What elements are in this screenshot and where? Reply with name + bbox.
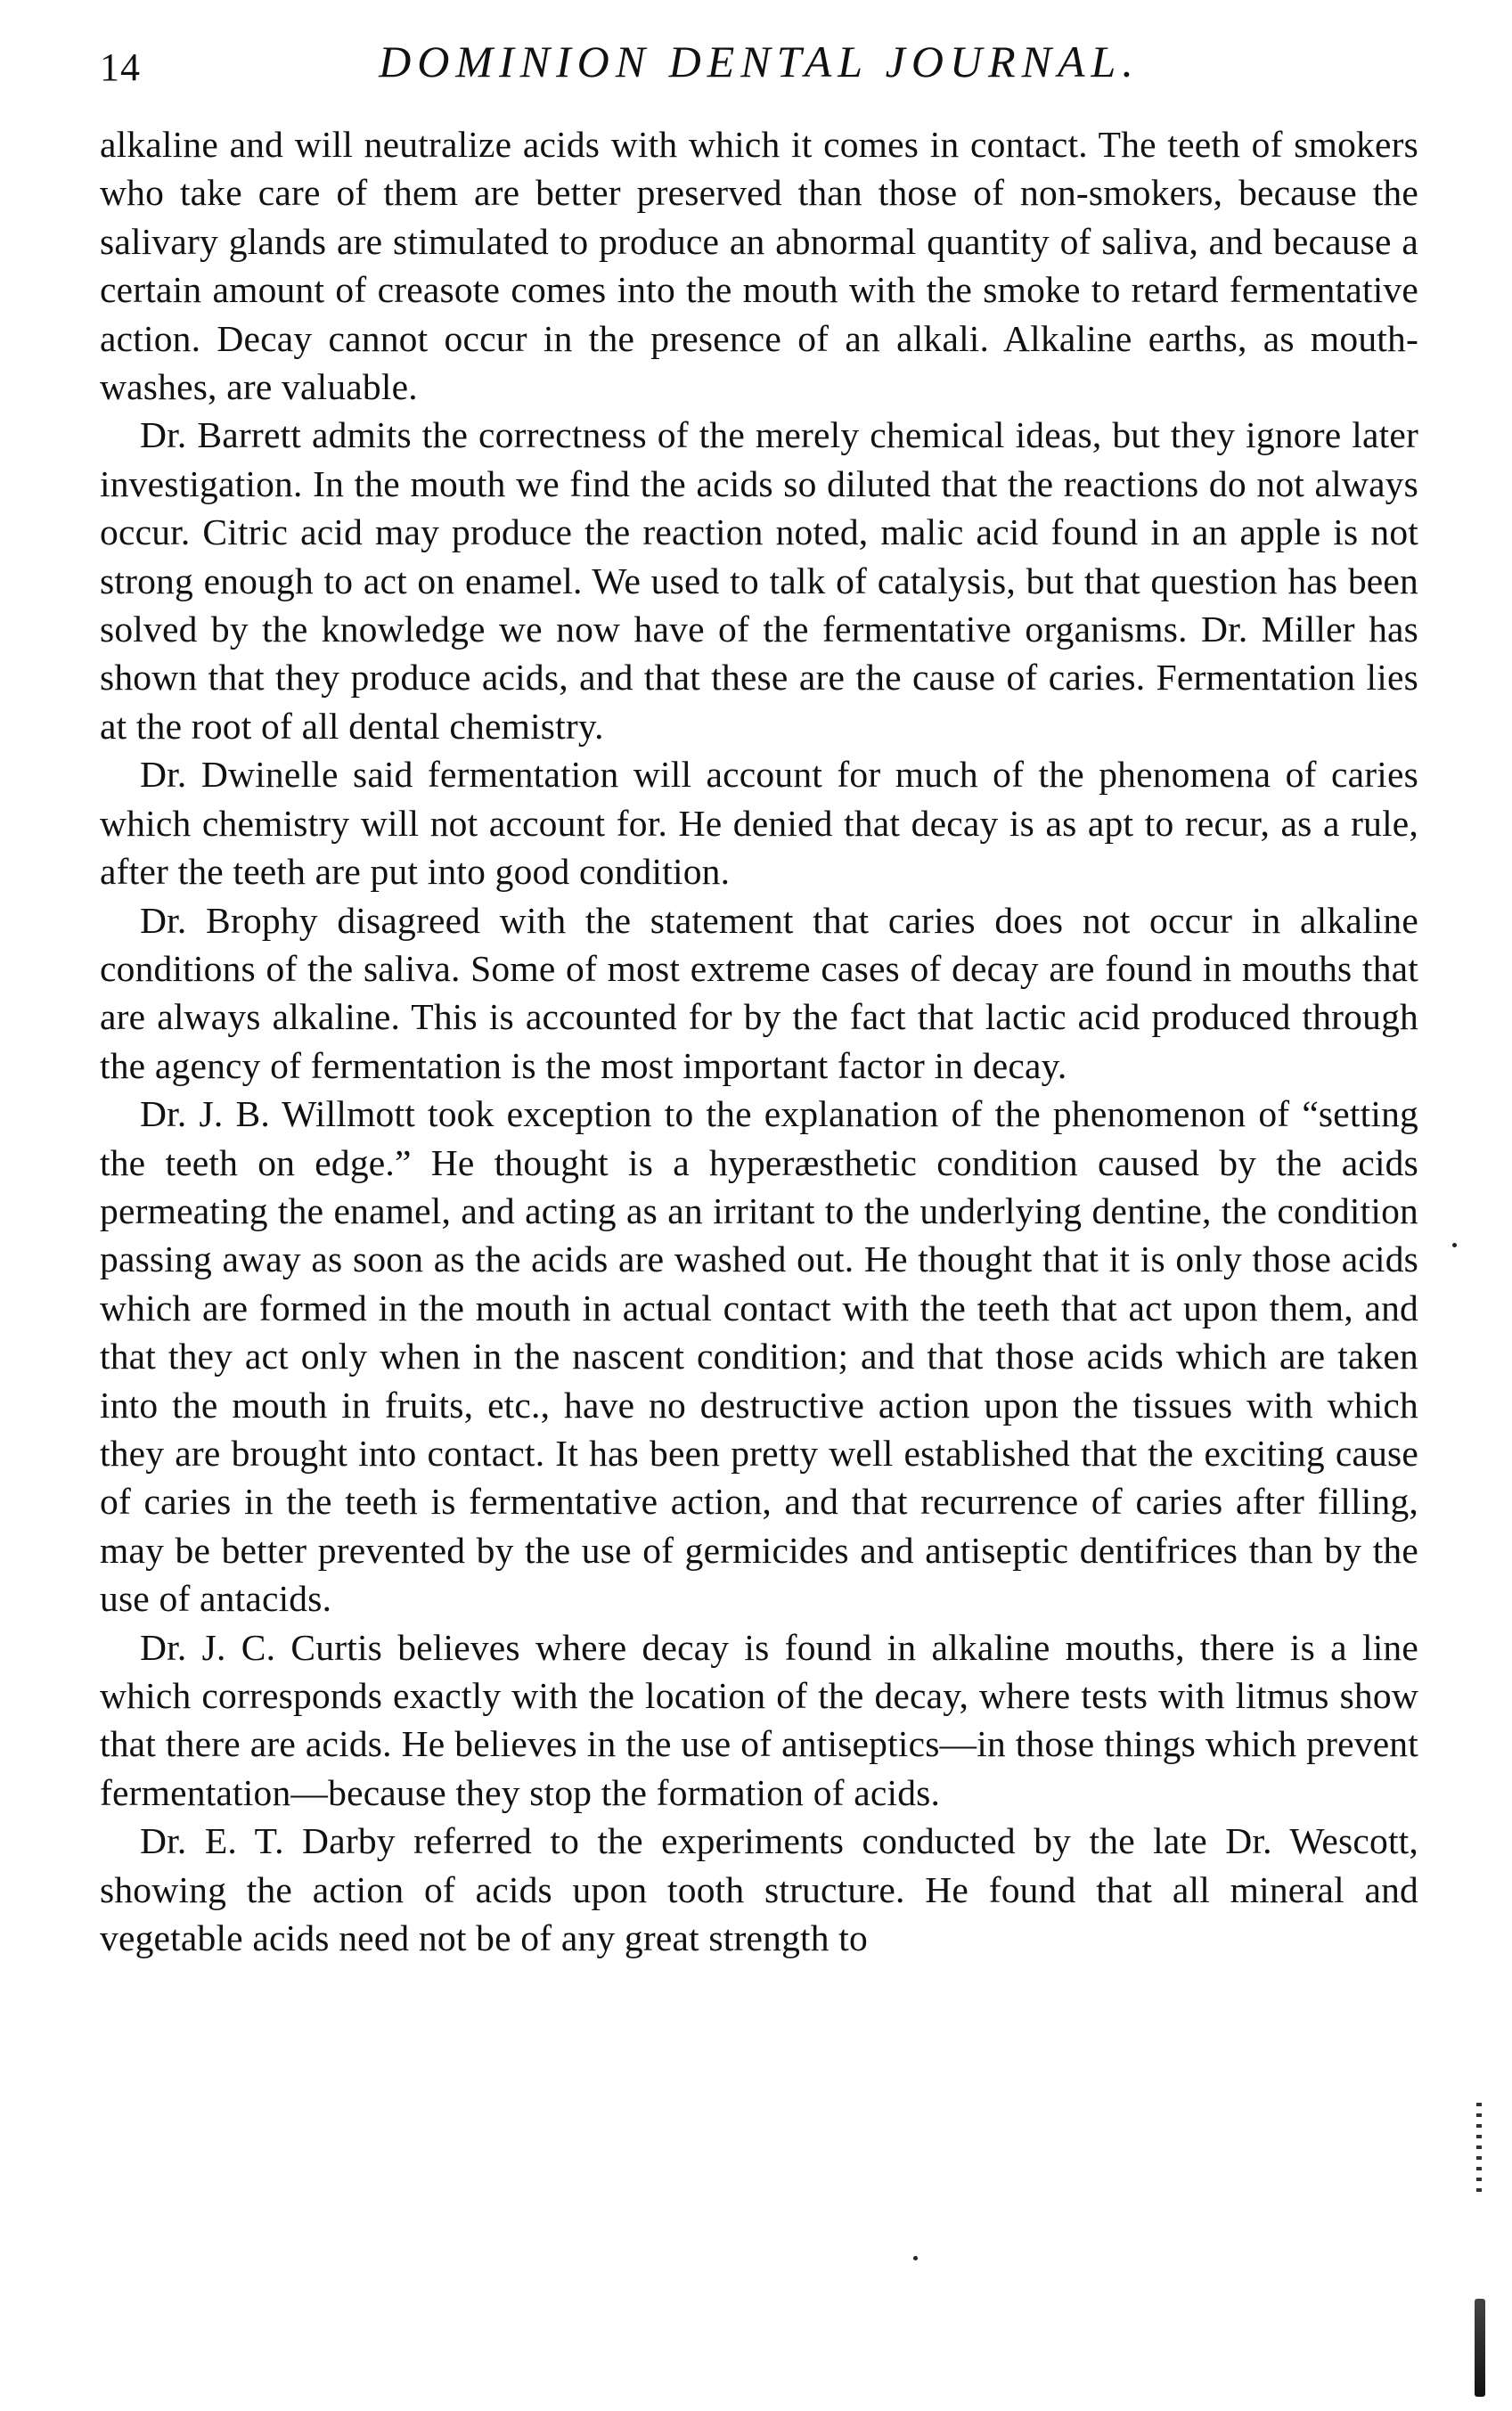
paragraph-willmott: Dr. J. B. Willmott took exception to the explanation of the phenomenon of “setting the teeth on edge.” He thought is a hyperæsthetic condition caused by the acids permeating the enamel, and acting as an irritant to the underlying dentine, the condition passing away as soon as the acids are washed out. He thought that it is only those acids which are formed in the mouth in actual contact with the teeth that act upon them, and that they act only when in the nascent condition; and that those acids which are taken into the mouth in fruits, etc., have no destructive action upon the tissues with which they are brought into contact. It has been pretty well established that the exciting cause of caries in the teeth is fermentative action, and that recurrence of caries after filling, may be better prevented by the use of germicides and antiseptic dentifrices than by the use of antacids.	[100, 1093, 1418, 1620]
running-title: DOMINION DENTAL JOURNAL.	[379, 37, 1140, 86]
page-number: 14	[100, 45, 141, 89]
paragraph-dwinelle: Dr. Dwinelle said fermentation will account for much of the phenomena of caries which chemistry will not account for. He denied that decay is as apt to recur, as a rule, after the teeth are put into good condition.	[100, 754, 1418, 893]
scan-speck	[913, 2256, 918, 2260]
scan-speck	[1452, 1243, 1457, 1247]
paragraph-barrett: Dr. Barrett admits the correctness of the merely chemical ideas, but they ignore later investigation. In the mouth we find the acids so diluted that the reactions do not always occur. Citric acid may produce the reaction noted, malic acid found in an apple is not strong enough to act on enamel. We used to talk of catalysis, but that question has been solved by the knowledge we now have of the fermentative organisms. Dr. Miller has shown that they produce acids, and that these are the cause of caries. Fermentation lies at the root of all dental chemistry.	[100, 414, 1418, 747]
paragraph-brophy: Dr. Brophy disagreed with the statement that caries does not occur in alkaline conditions of the saliva. Some of most extreme cases of decay are found in mouths that are always alkaline. This is accounted for by the fact that lactic acid produced through the agency of fermentation is the most important factor in decay.	[100, 899, 1418, 1086]
article-body	[100, 120, 1418, 1962]
paragraph-curtis: Dr. J. C. Curtis believes where decay is found in alkaline mouths, there is a line which corresponds exactly with the location of the decay, where tests with litmus show that there are acids. He believes in the use of antiseptics—in those things which prevent fermentation—because they stop the formation of acids.	[100, 1626, 1418, 1813]
paragraph-continuation: alkaline and will neutralize acids with which it comes in contact. The teeth of smokers who take care of them are better preserved than those of non-smokers, because the salivary glands are stimulated to produce an abnormal quantity of saliva, and because a certain amount of creasote comes into the mouth with the smoke to retard fermentative action. Decay cannot occur in the presence of an alkali. Alkaline earths, as mouth-washes, are valuable.	[100, 124, 1418, 408]
scan-edge-blot	[1475, 2299, 1485, 2397]
scan-edge-mark	[1476, 2103, 1482, 2192]
paragraph-darby: Dr. E. T. Darby referred to the experiments conducted by the late Dr. Wescott, showing the action of acids upon tooth structure. He found that all mineral and vegetable acids need not be of any great strength to	[100, 1820, 1418, 1959]
page-header	[100, 36, 1418, 98]
